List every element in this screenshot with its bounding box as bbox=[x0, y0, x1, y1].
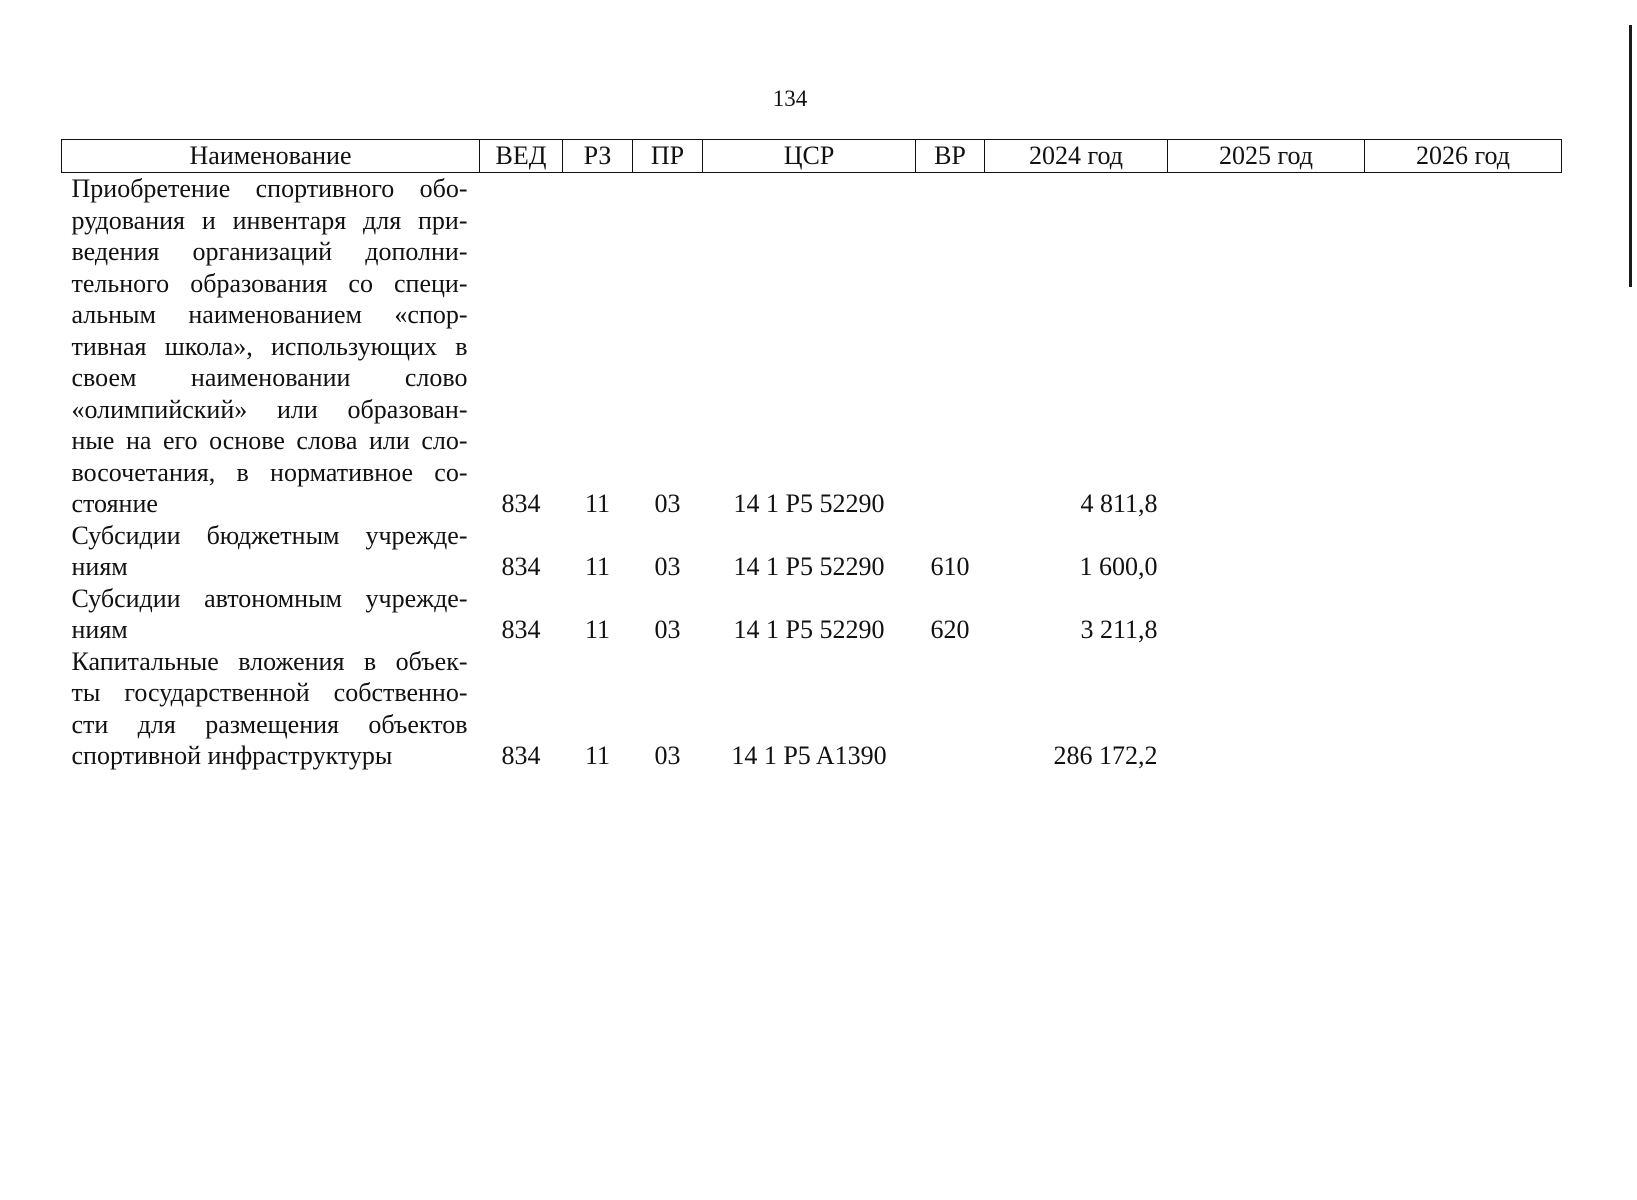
table-row bbox=[62, 646, 1562, 772]
name-line: своем наименовании слово bbox=[71, 363, 468, 392]
name-line: ты государственной собственно- bbox=[71, 678, 468, 707]
header-2026: 2026 год bbox=[1365, 140, 1562, 173]
name-line: ные на его основе слова или сло- bbox=[71, 426, 468, 455]
cell-2025 bbox=[1168, 583, 1365, 646]
table-row bbox=[62, 173, 1562, 520]
header-rz: РЗ bbox=[563, 140, 633, 173]
cell-vr bbox=[916, 173, 985, 520]
cell-vr: 620 bbox=[930, 615, 970, 644]
name-line: Приобретение спортивного обо- bbox=[71, 174, 468, 203]
header-csr: ЦСР bbox=[703, 140, 916, 173]
header-pr: ПР bbox=[633, 140, 703, 173]
budget-table bbox=[61, 139, 1562, 772]
cell-csr: 14 1 P5 A1390 bbox=[731, 741, 887, 770]
cell-rz: 11 bbox=[584, 741, 611, 770]
cell-rz: 11 bbox=[584, 615, 611, 644]
cell-csr: 14 1 P5 52290 bbox=[733, 615, 885, 644]
cell-csr: 14 1 P5 52290 bbox=[733, 552, 885, 581]
name-line: Субсидии автономным учрежде- bbox=[71, 583, 468, 613]
cell-ved: 834 bbox=[501, 552, 541, 581]
cell-2024: 4 811,8 bbox=[1080, 489, 1158, 518]
name-line: тельного образования со специ- bbox=[71, 268, 468, 298]
cell-2024: 3 211,8 bbox=[1080, 615, 1158, 644]
name-line: сти для размещения объектов bbox=[71, 709, 468, 739]
cell-pr: 03 bbox=[654, 615, 681, 644]
name-line: рудования и инвентаря для при- bbox=[71, 205, 468, 235]
cell-ved: 834 bbox=[501, 615, 541, 644]
cell-ved: 834 bbox=[501, 741, 541, 770]
cell-pr: 03 bbox=[654, 489, 681, 518]
name-line: «олимпийский» или образован- bbox=[71, 394, 468, 424]
cell-pr: 03 bbox=[654, 741, 681, 770]
table-row bbox=[62, 583, 1562, 646]
cell-ved: 834 bbox=[501, 489, 541, 518]
row-name bbox=[62, 583, 480, 646]
cell-2026 bbox=[1365, 646, 1562, 772]
row-name bbox=[62, 173, 480, 520]
cell-2025 bbox=[1168, 646, 1365, 772]
cell-2026 bbox=[1365, 173, 1562, 520]
scan-edge-line bbox=[1629, 25, 1632, 287]
name-line: спортивной инфраструктуры bbox=[71, 741, 393, 770]
header-ved: ВЕД bbox=[480, 140, 563, 173]
name-line: Капитальные вложения в объек- bbox=[71, 646, 468, 676]
cell-csr: 14 1 P5 52290 bbox=[733, 489, 885, 518]
name-line: альным наименованием «спор- bbox=[71, 300, 468, 329]
cell-2025 bbox=[1168, 520, 1365, 583]
cell-2026 bbox=[1365, 520, 1562, 583]
name-line: ниям bbox=[71, 552, 128, 581]
cell-rz: 11 bbox=[584, 489, 611, 518]
cell-vr: 610 bbox=[930, 552, 970, 581]
cell-2025 bbox=[1168, 173, 1365, 520]
header-name: Наименование bbox=[62, 140, 480, 173]
cell-pr: 03 bbox=[654, 552, 681, 581]
name-line: восочетания, в нормативное со- bbox=[71, 457, 468, 487]
name-line: тивная школа», использующих в bbox=[71, 331, 468, 361]
header-2024: 2024 год bbox=[985, 140, 1168, 173]
cell-vr bbox=[916, 646, 985, 772]
header-vr: ВР bbox=[916, 140, 985, 173]
header-2025: 2025 год bbox=[1168, 140, 1365, 173]
cell-2026 bbox=[1365, 583, 1562, 646]
name-line: стояние bbox=[71, 489, 158, 518]
row-name bbox=[62, 646, 480, 772]
cell-rz: 11 bbox=[584, 552, 611, 581]
table-row bbox=[62, 520, 1562, 583]
name-line: ниям bbox=[71, 615, 128, 644]
table-header-row bbox=[62, 140, 1562, 173]
name-line: ведения организаций дополни- bbox=[71, 237, 468, 266]
cell-2024: 286 172,2 bbox=[1053, 741, 1158, 770]
row-name bbox=[62, 520, 480, 583]
cell-2024: 1 600,0 bbox=[1079, 552, 1158, 581]
name-line: Субсидии бюджетным учрежде- bbox=[71, 520, 468, 550]
page-number: 134 bbox=[772, 86, 808, 111]
